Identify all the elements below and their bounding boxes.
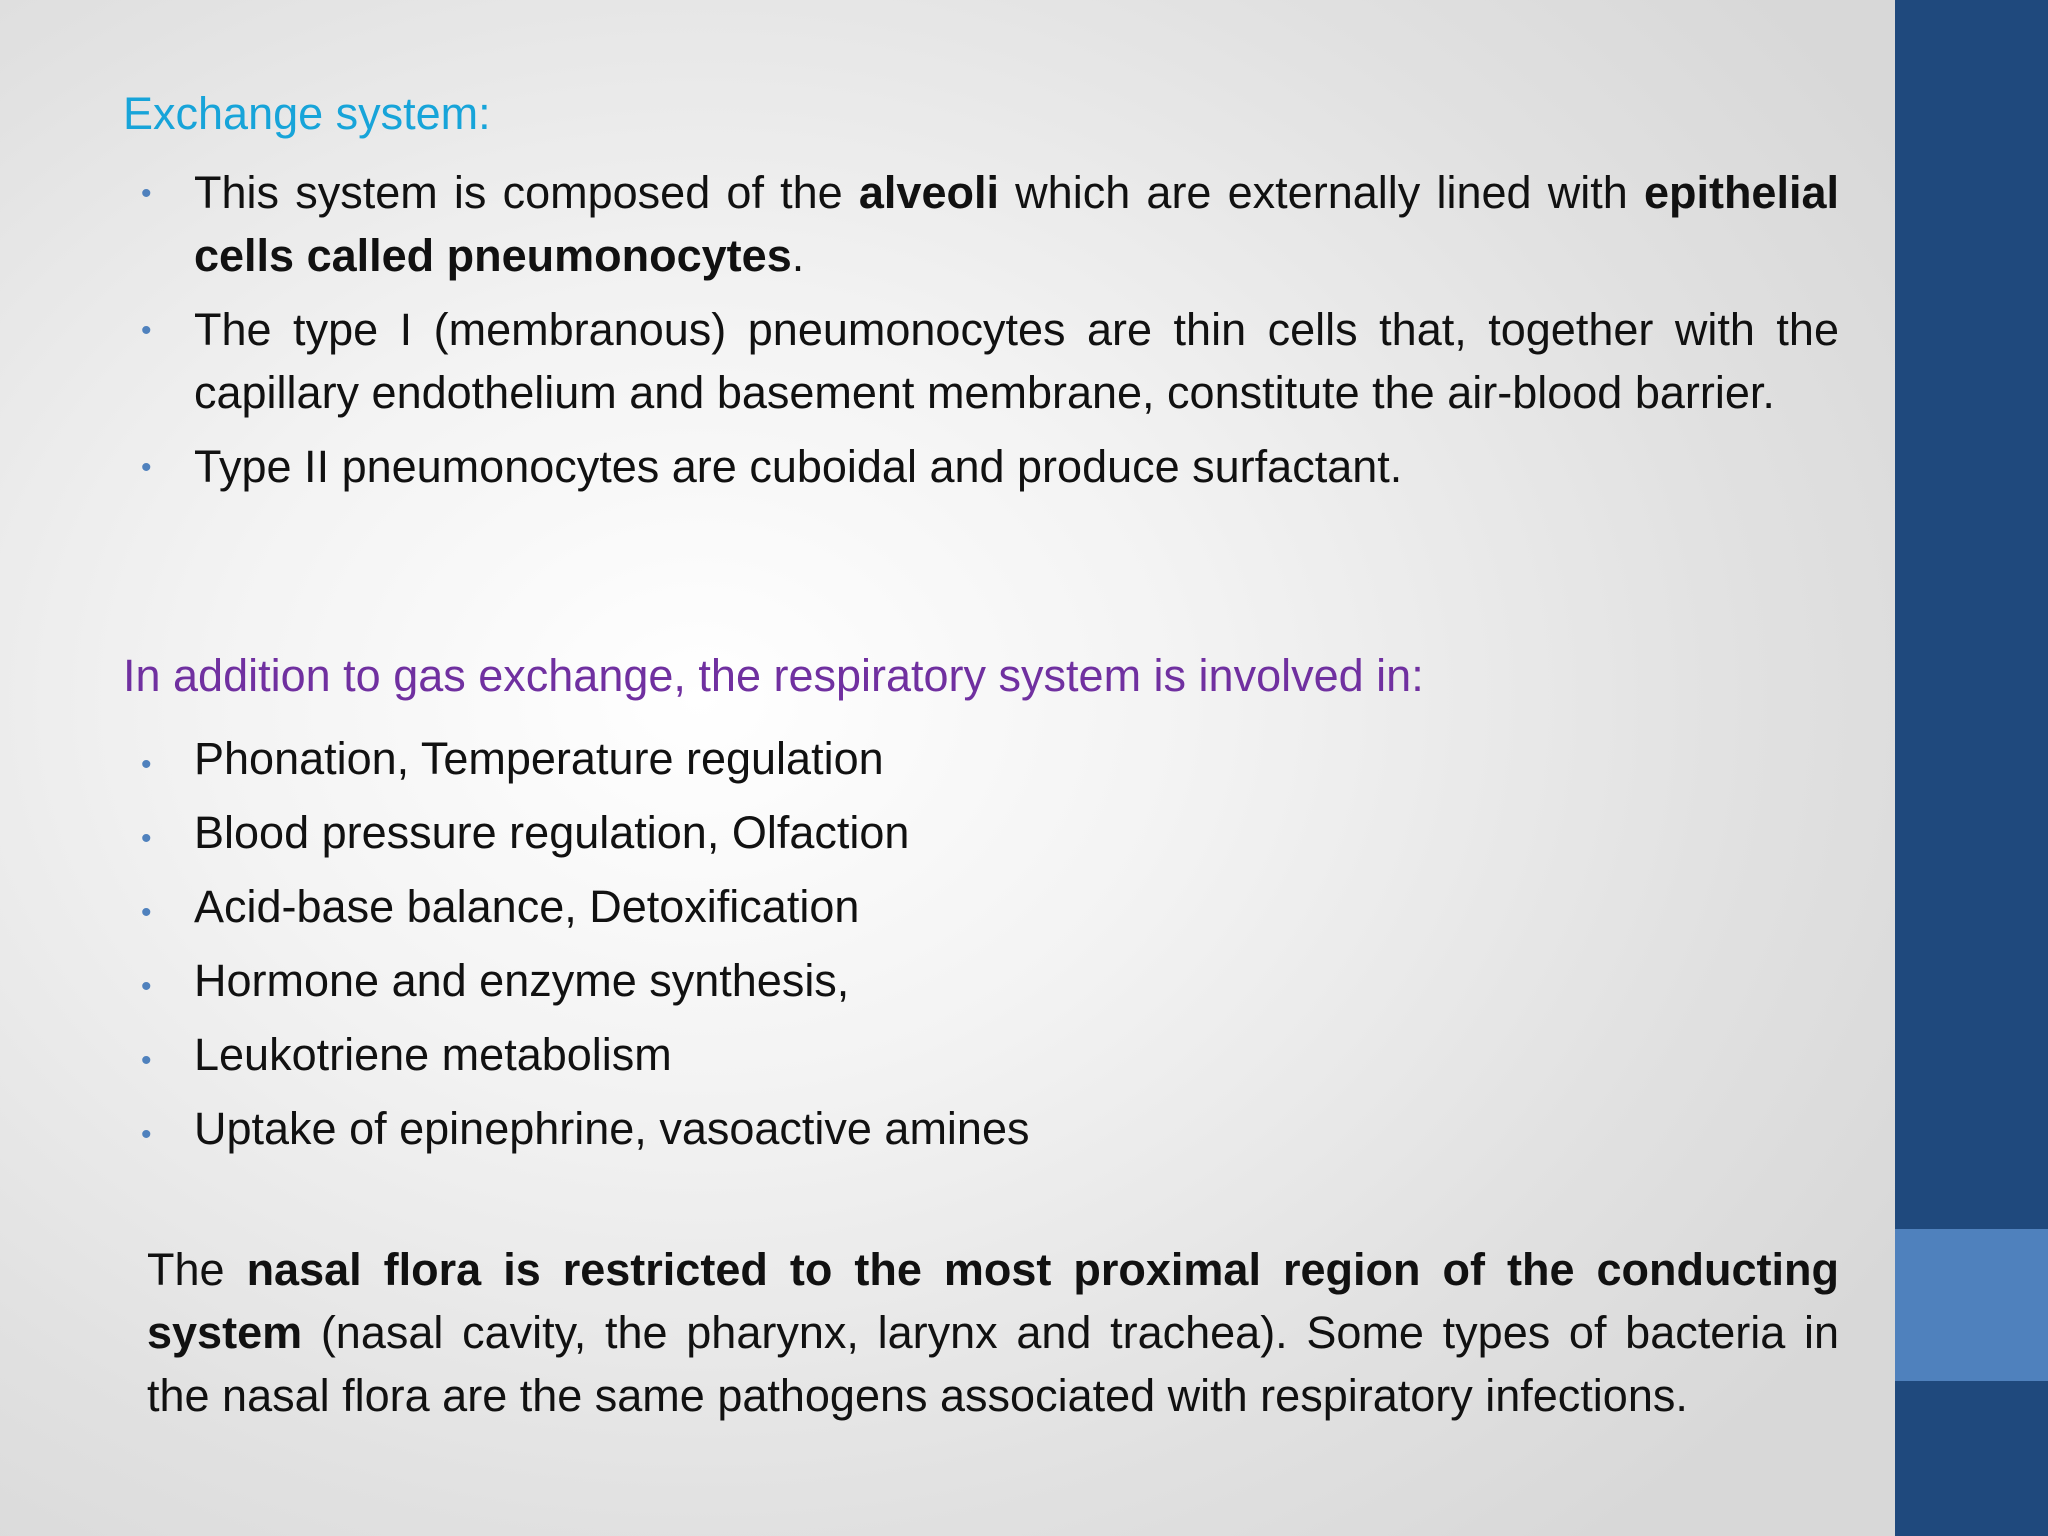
other-functions-heading: In addition to gas exchange, the respiratory system is involved in: xyxy=(123,650,1424,701)
bullet-icon: • xyxy=(141,970,152,1003)
bold-alveoli: alveoli xyxy=(858,167,999,218)
bold-epithelial-cells: epithelial cells called pneumonocytes xyxy=(194,167,1839,281)
list-item: • The type I (membranous) pneumonocytes are thin cells that, together with the capillary endothelium and basement membrane, constitute the air-blood barrier. xyxy=(0,298,1839,424)
list-item: • Uptake of epinephrine, vasoactive amines xyxy=(0,1092,1839,1166)
list-item: • Phonation, Temperature regulation xyxy=(0,722,1839,796)
list-item: • Hormone and enzyme synthesis, xyxy=(0,944,1839,1018)
bullet-icon: • xyxy=(141,451,152,484)
other-functions-list xyxy=(0,722,1839,1166)
nasal-flora-paragraph: The nasal flora is restricted to the most proximal region of the conducting system (nasal cavity, the pharynx, larynx and trachea). Some types of bacteria in the nasal flora are the same pathogens associated with respiratory infections. xyxy=(147,1244,1839,1421)
bullet-icon: • xyxy=(141,896,152,929)
list-item: • Blood pressure regulation, Olfaction xyxy=(0,796,1839,870)
list-item: • Type II pneumonocytes are cuboidal and produce surfactant. xyxy=(0,435,1839,498)
list-item: • Acid-base balance, Detoxification xyxy=(0,870,1839,944)
exchange-system-heading: Exchange system: xyxy=(123,88,491,139)
bullet-icon: • xyxy=(141,822,152,855)
side-bar-accent xyxy=(1895,1229,2048,1381)
list-item: • Leukotriene metabolism xyxy=(0,1018,1839,1092)
bullet-icon: • xyxy=(141,1044,152,1077)
bullet-icon: • xyxy=(141,314,152,347)
bullet-icon: • xyxy=(141,1118,152,1151)
bullet-icon: • xyxy=(141,748,152,781)
list-item: • This system is composed of the alveoli which are externally lined with epithelial cells called pneumonocytes. xyxy=(0,161,1839,287)
bullet-icon: • xyxy=(141,177,152,210)
bold-nasal-flora: nasal flora is restricted to the most proximal region of the conducting system xyxy=(147,1244,1839,1358)
exchange-system-list xyxy=(0,161,1839,509)
